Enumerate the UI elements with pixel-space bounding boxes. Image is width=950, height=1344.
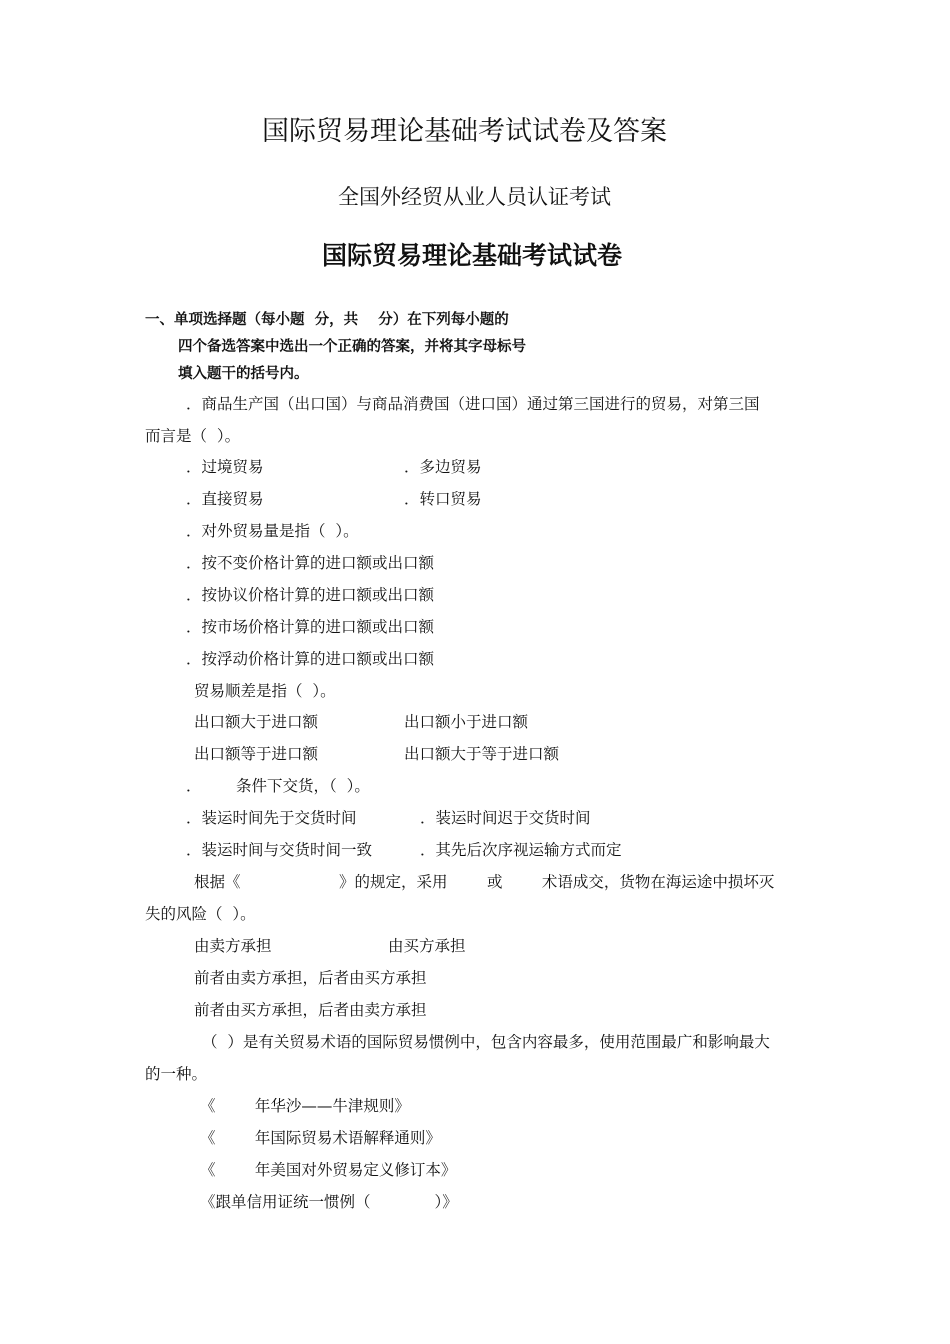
q3-option-c: 出口额等于进口额 bbox=[194, 745, 319, 763]
q4-stem: ． 条件下交货，（ ）。 bbox=[186, 777, 370, 795]
q4-option-d: ．其先后次序视运输方式而定 bbox=[420, 841, 622, 859]
section-heading-line-3: 填入题干的括号内。 bbox=[178, 366, 309, 382]
q1-option-c: ．直接贸易 bbox=[186, 490, 264, 508]
q2-option-d: ．按浮动价格计算的进口额或出口额 bbox=[186, 650, 435, 668]
q1-option-d: ．转口贸易 bbox=[404, 490, 482, 508]
section-heading-line-1: 一、单项选择题（每小题 分，共 分）在下列每小题的 bbox=[145, 312, 509, 328]
document-subtitle: 全国外经贸从业人员认证考试 bbox=[338, 185, 611, 209]
q4-option-b: ．装运时间迟于交货时间 bbox=[420, 809, 591, 827]
q3-option-a: 出口额大于进口额 bbox=[194, 713, 319, 731]
section-heading-line-2: 四个备选答案中选出一个正确的答案，并将其字母标号 bbox=[178, 339, 526, 355]
q6-option-b: 《 年国际贸易术语解释通则》 bbox=[200, 1129, 441, 1147]
q1-option-a: ．过境贸易 bbox=[186, 458, 264, 476]
q1-stem-line-1: ．商品生产国（出口国）与商品消费国（进口国）通过第三国进行的贸易，对第三国 bbox=[186, 395, 760, 413]
paper-title: 国际贸易理论基础考试试卷 bbox=[322, 241, 623, 270]
q2-option-b: ．按协议价格计算的进口额或出口额 bbox=[186, 586, 435, 604]
q5-option-d: 前者由买方承担，后者由卖方承担 bbox=[194, 1001, 427, 1019]
q5-stem-line-1: 根据《 》的规定，采用 或 术语成交，货物在海运途中损坏灭 bbox=[194, 873, 775, 891]
q2-option-c: ．按市场价格计算的进口额或出口额 bbox=[186, 618, 435, 636]
q6-stem-line-1: （ ）是有关贸易术语的国际贸易惯例中，包含内容最多，使用范围最广和影响最大 bbox=[202, 1033, 770, 1051]
q1-stem-line-2: 而言是（ ）。 bbox=[145, 427, 241, 445]
q6-option-d: 《跟单信用证统一惯例（ ）》 bbox=[200, 1193, 458, 1211]
q5-stem-line-2: 失的风险（ ）。 bbox=[145, 905, 256, 923]
q6-option-a: 《 年华沙——牛津规则》 bbox=[200, 1097, 410, 1115]
document-title: 国际贸易理论基础考试试卷及答案 bbox=[262, 116, 667, 147]
q5-option-b: 由买方承担 bbox=[388, 937, 466, 955]
q4-option-a: ．装运时间先于交货时间 bbox=[186, 809, 357, 827]
q3-option-d: 出口额大于等于进口额 bbox=[404, 745, 560, 763]
q3-option-b: 出口额小于进口额 bbox=[404, 713, 529, 731]
q2-option-a: ．按不变价格计算的进口额或出口额 bbox=[186, 554, 435, 572]
q2-stem: ．对外贸易量是指（ ）。 bbox=[186, 522, 359, 540]
q6-stem-line-2: 的一种。 bbox=[145, 1065, 208, 1083]
q6-option-c: 《 年美国对外贸易定义修订本》 bbox=[200, 1161, 457, 1179]
q5-option-c: 前者由卖方承担，后者由买方承担 bbox=[194, 969, 427, 987]
q5-option-a: 由卖方承担 bbox=[194, 937, 272, 955]
q4-option-c: ．装运时间与交货时间一致 bbox=[186, 841, 373, 859]
q1-option-b: ．多边贸易 bbox=[404, 458, 482, 476]
q3-stem: 贸易顺差是指（ ）。 bbox=[194, 682, 336, 700]
